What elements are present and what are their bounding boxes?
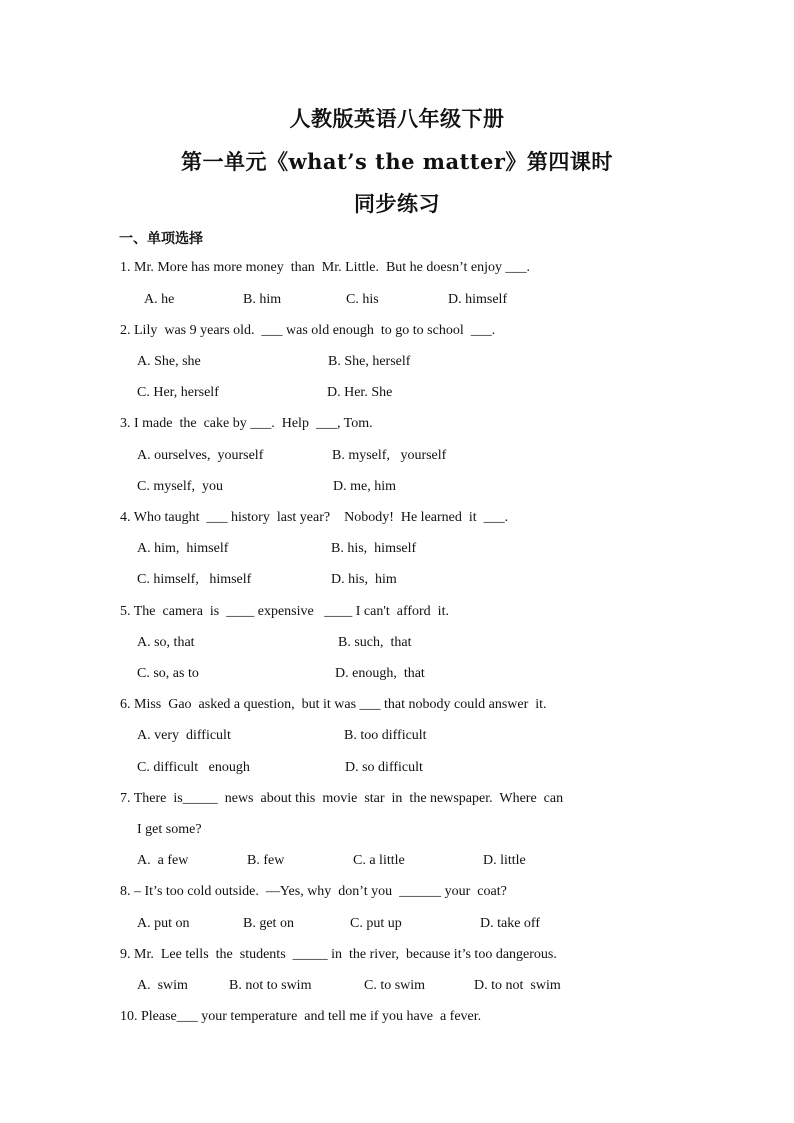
question-6-stem: 6. Miss Gao asked a question, but it was ___ that nobody could answer it. [120,697,547,712]
question-8-stem: 8. – It’s too cold outside. —Yes, why don’t you ______ your coat? [120,884,507,899]
question-1-option-d: D. himself [448,292,508,307]
question-7-stem: 7. There is_____ news about this movie star in the newspaper. Where can [120,791,564,806]
question-7-stem-continued: I get some? [137,822,202,837]
question-2-stem: 2. Lily was 9 years old. ___ was old enough to go to school ___. [120,323,496,338]
question-6-option-b: B. too difficult [344,728,427,743]
question-8-option-a: A. put on [137,916,190,931]
question-10-stem: 10. Please___ your temperature and tell me if you have a fever. [120,1009,482,1024]
question-7-option-c: C. a little [353,853,405,868]
question-4-option-b: B. his, himself [331,541,417,556]
question-1-stem: 1. Mr. More has more money than Mr. Little. But he doesn’t enjoy ___. [120,260,530,275]
question-4-option-a: A. him, himself [137,541,229,556]
question-4-option-d: D. his, him [331,572,397,587]
question-7-option-a: A. a few [137,853,189,868]
question-8-option-b: B. get on [243,916,294,931]
question-2-option-a: A. She, she [137,354,201,369]
question-8-option-d: D. take off [480,916,540,931]
question-1-option-a: A. he [144,292,175,307]
question-7-option-b: B. few [247,853,285,868]
question-3-option-b: B. myself, yourself [332,448,447,463]
question-9-stem: 9. Mr. Lee tells the students _____ in the river, because it’s too dangerous. [120,947,557,962]
document-subtitle-practice: 同步练习 [354,191,440,216]
question-3-stem: 3. I made the cake by ___. Help ___, Tom. [120,416,373,431]
question-5-option-a: A. so, that [137,635,195,650]
question-5-option-b: B. such, that [338,635,412,650]
question-5-option-c: C. so, as to [137,666,199,681]
question-2-option-c: C. Her, herself [137,385,219,400]
question-5-option-d: D. enough, that [335,666,425,681]
question-2-option-d: D. Her. She [327,385,393,400]
document-subtitle: 第一单元《what’s the matter》第四课时 [181,149,613,174]
question-6-option-c: C. difficult enough [137,760,250,775]
question-2-option-b: B. She, herself [328,354,411,369]
question-9-option-d: D. to not swim [474,978,561,993]
question-3-option-a: A. ourselves, yourself [137,448,264,463]
question-5-stem: 5. The camera is ____ expensive ____ I can't afford it. [120,604,449,619]
section-heading: 一、单项选择 [119,231,203,247]
question-1-option-c: C. his [346,292,379,307]
question-3-option-d: D. me, him [333,479,396,494]
question-8-option-c: C. put up [350,916,402,931]
question-7-option-d: D. little [483,853,526,868]
question-3-option-c: C. myself, you [137,479,223,494]
question-6-option-d: D. so difficult [345,760,423,775]
question-6-option-a: A. very difficult [137,728,231,743]
question-1-option-b: B. him [243,292,282,307]
question-9-option-c: C. to swim [364,978,426,993]
question-9-option-a: A. swim [137,978,188,993]
question-9-option-b: B. not to swim [229,978,312,993]
document-title: 人教版英语八年级下册 [289,106,505,131]
question-4-option-c: C. himself, himself [137,572,252,587]
question-4-stem: 4. Who taught ___ history last year? Nobody! He learned it ___. [120,510,509,525]
